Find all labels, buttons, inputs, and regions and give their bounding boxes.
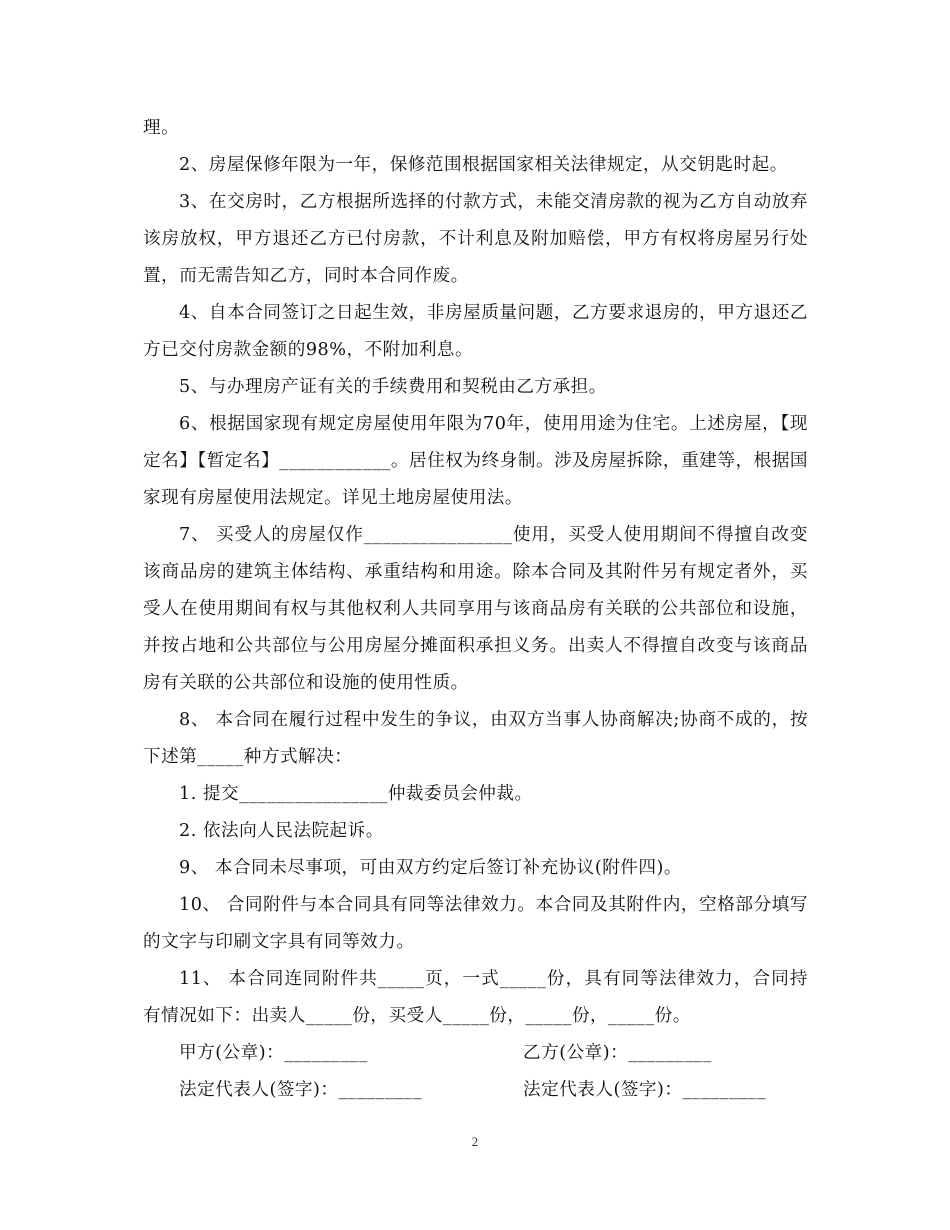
signature-row-representative [143,1072,808,1109]
clause-4-effective: 4、自本合同签订之日起生效，非房屋质量问题，乙方要求退房的，甲方退还乙方已交付房款金额的98%，不附加利息。 [143,303,808,360]
clause-7-usage: 7、 买受人的房屋仅作________________使用，买受人使用期间不得擅自改变该商品房的建筑主体结构、承重结构和用途。除本合同及其附件另有规定者外，买受人在使用期间有权与其他权利人共同享用与该商品房有关联的公共部位和设施，并按占地和公共部位与公用房屋分摊面积承担义务。出卖人不得擅自改变与该商品房有关联的公共部位和设施的使用性质。 [143,525,808,693]
page-number: 2 [471,1134,479,1149]
clause-9-supplement: 9、 本合同未尽事项，可由双方约定后签订补充协议(附件四)。 [179,858,682,878]
dispute-option-2: 2. 依法向人民法院起诉。 [179,821,384,841]
clause-2-warranty: 2、房屋保修年限为一年，保修范围根据国家相关法律规定，从交钥匙时起。 [179,155,788,175]
dispute-option-1: 1. 提交________________仲裁委员会仲裁。 [179,784,533,804]
party-a-seal-field: 甲方(公章)：_________ [179,1043,368,1063]
clause-3-payment: 3、在交房时，乙方根据所选择的付款方式，未能交清房款的视为乙方自动放弃该房放权，甲方退还乙方已付房款，不计利息及附加赔偿，甲方有权将房屋另行处置，而无需告知乙方，同时本合同作废。 [143,192,808,286]
party-a-representative-field: 法定代表人(签字)：_________ [179,1080,423,1100]
paragraph-continuation: 理。 [143,118,180,138]
clause-6-term: 6、根据国家现有规定房屋使用年限为70年，使用用途为住宅。上述房屋，【现定名】【暂定名】____________。居住权为终身制。涉及房屋拆除，重建等，根据国家现有房屋使用法规定。详见土地房屋使用法。 [143,414,808,508]
document-body [143,110,808,1109]
clause-10-attachments: 10、 合同附件与本合同具有同等法律效力。本合同及其附件内，空格部分填写的文字与印刷文字具有同等效力。 [143,895,808,952]
clause-8-disputes: 8、 本合同在履行过程中发生的争议，由双方当事人协商解决;协商不成的，按下述第_____种方式解决： [143,710,808,767]
clause-5-fees: 5、与办理房产证有关的手续费用和契税由乙方承担。 [179,377,607,397]
party-b-seal-field: 乙方(公章)：_________ [523,1043,712,1063]
clause-11-copies: 11、 本合同连同附件共_____页，一式_____份，具有同等法律效力，合同持有情况如下：出卖人_____份，买受人_____份，_____份，_____份。 [143,969,808,1026]
signature-row-seal [143,1035,808,1072]
party-b-representative-field: 法定代表人(签字)：_________ [523,1080,767,1100]
